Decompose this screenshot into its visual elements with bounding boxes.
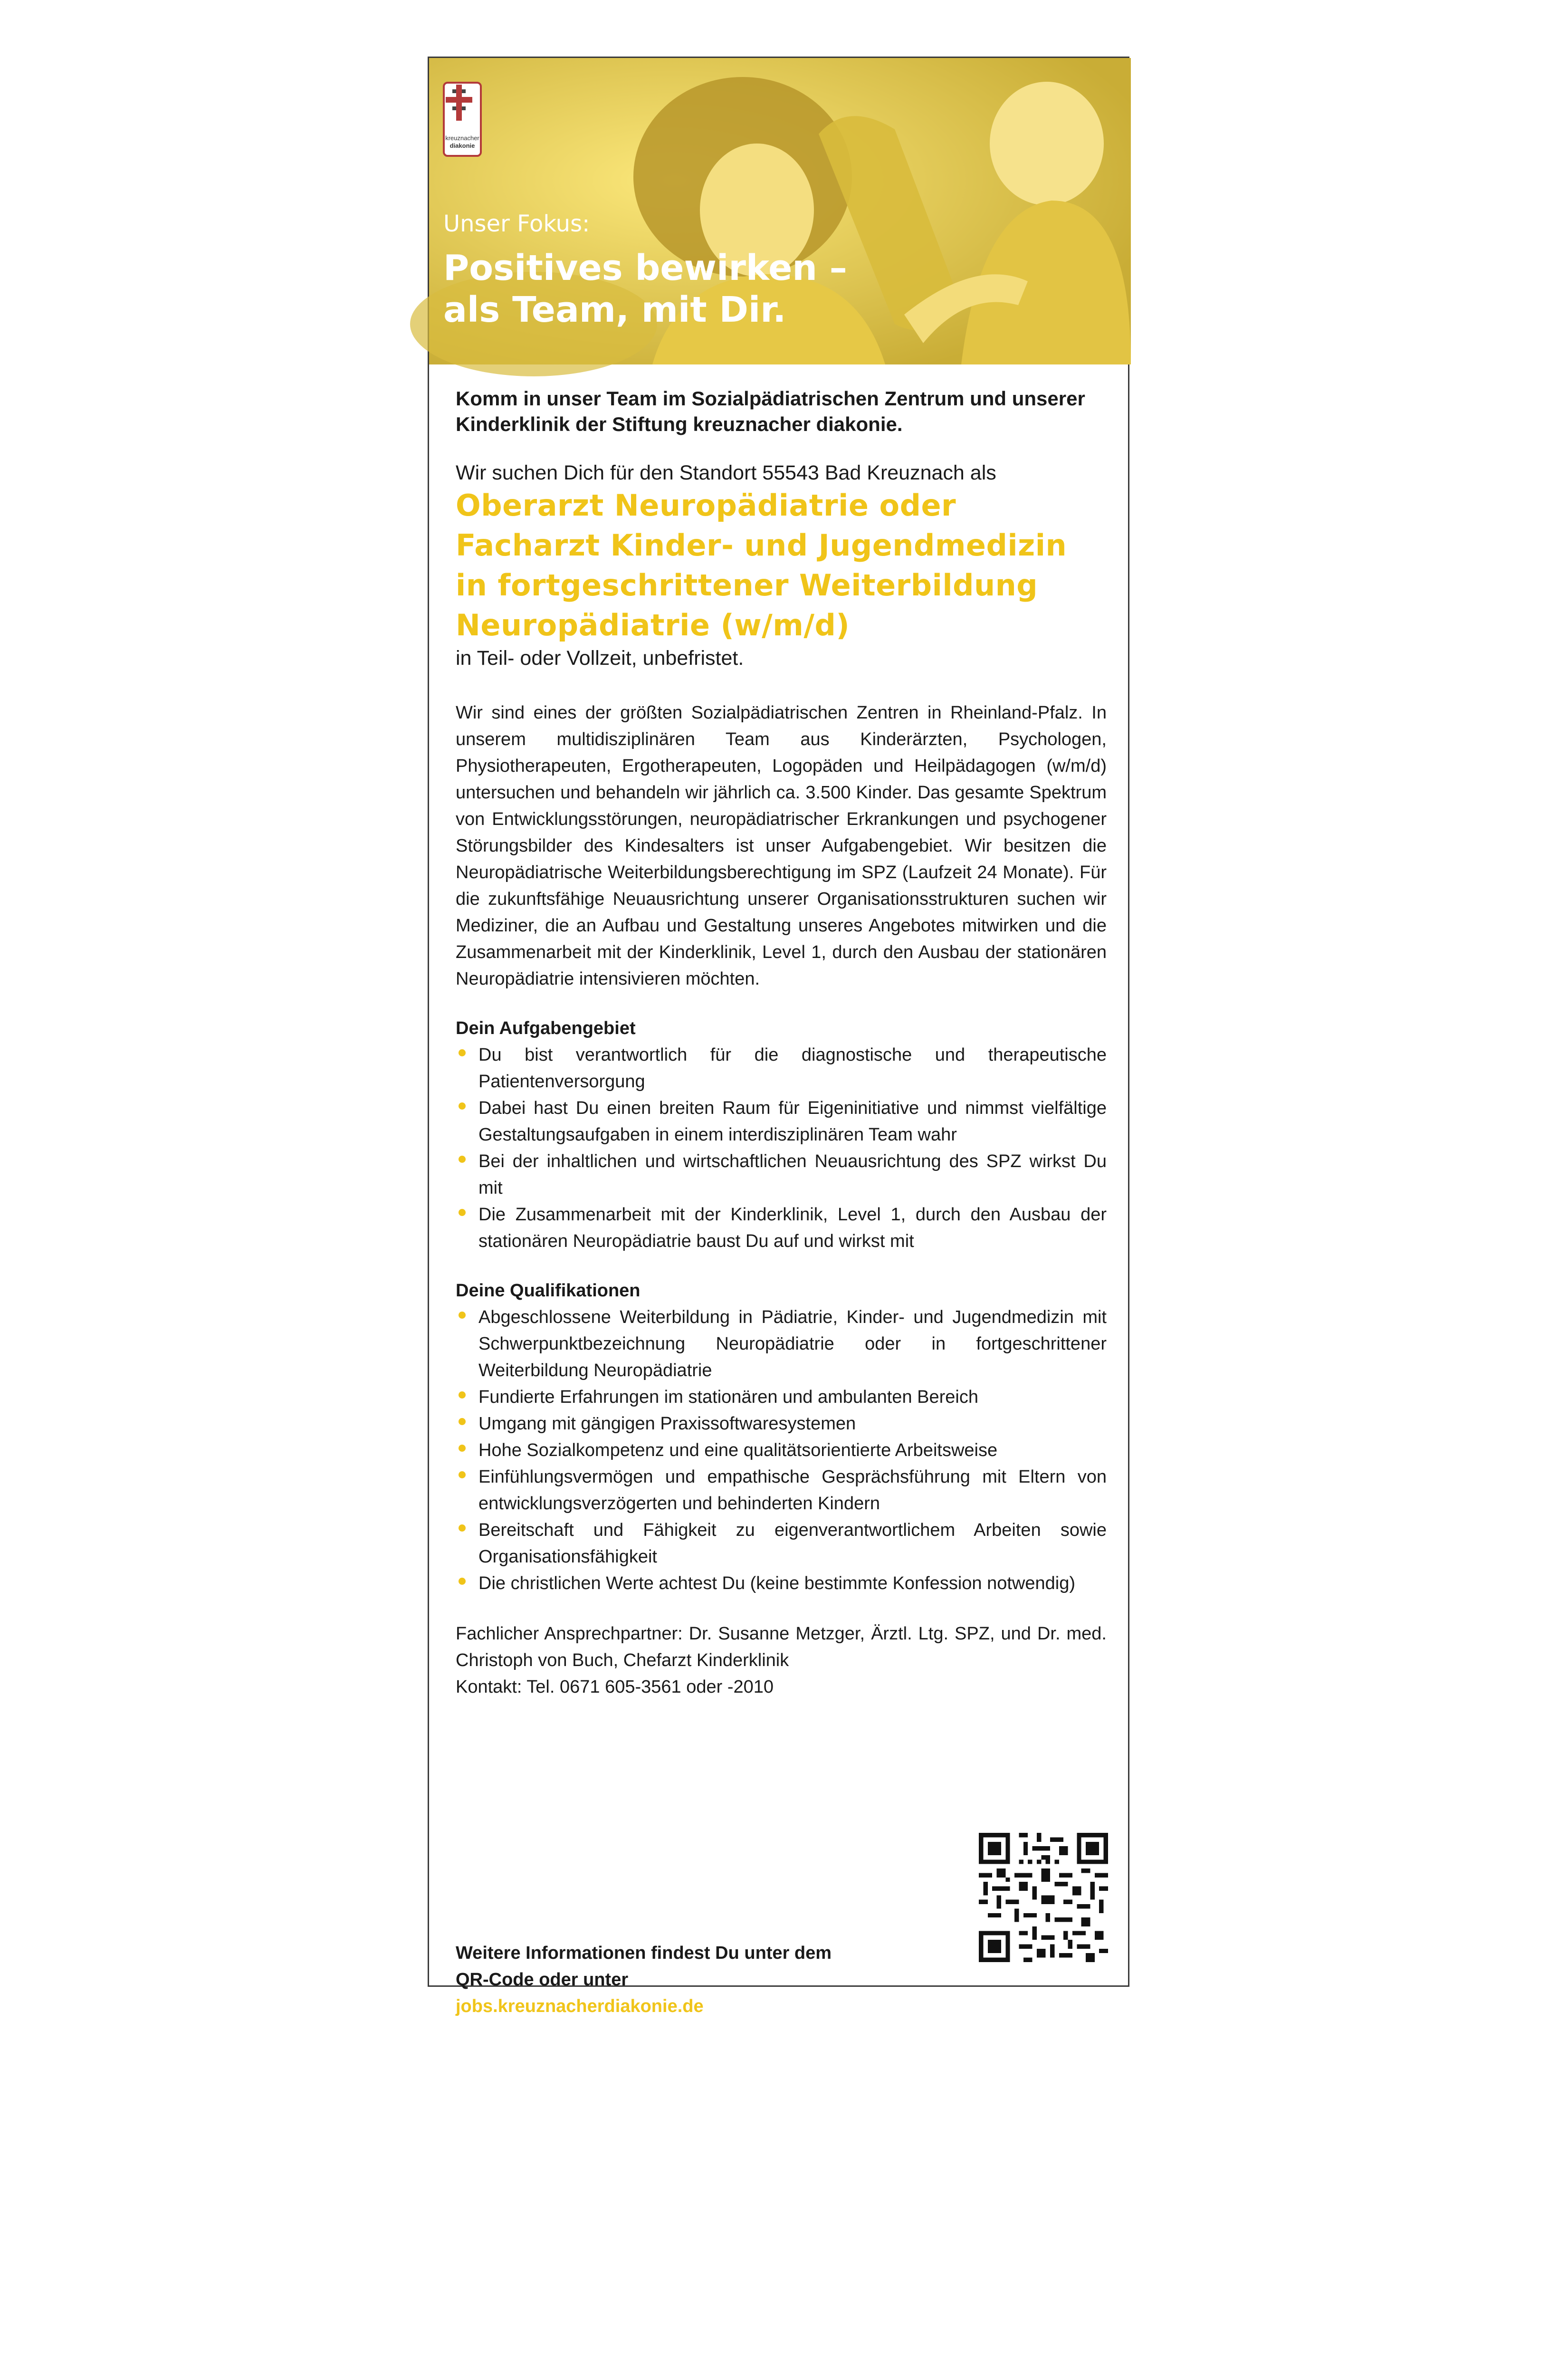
- list-item: Die Zusammenarbeit mit der Kinderklinik, Level 1, durch den Ausbau der stationären Neuropädiatrie baust Du auf und wirkst mit: [456, 1201, 1107, 1255]
- bullet-icon: [459, 1156, 466, 1163]
- list-item: Bei der inhaltlichen und wirtschaftlichen Neuausrichtung des SPZ wirkst Du mit: [456, 1148, 1107, 1201]
- location-line: Wir suchen Dich für den Standort 55543 Bad Kreuznach als: [456, 461, 996, 484]
- job-title-line: in fortgeschrittener Weiterbildung: [456, 568, 1038, 603]
- bullet-icon: [459, 1418, 466, 1425]
- employment-type: in Teil- oder Vollzeit, unbefristet.: [456, 647, 744, 670]
- bullet-icon: [459, 1524, 466, 1532]
- qr-code-icon[interactable]: [979, 1833, 1108, 1962]
- tasks-list: [456, 1042, 1107, 1255]
- list-item: Bereitschaft und Fähigkeit zu eigenverantwortlichem Arbeiten sowie Organisationsfähigkeit: [456, 1517, 1107, 1570]
- intro-text: Komm in unser Team im Sozialpädiatrischen Zentrum und unserer Kinderklinik der Stiftung kreuznacher diakonie.: [456, 387, 1085, 435]
- hero-banner: [429, 58, 1128, 364]
- qualifications-heading: Deine Qualifikationen: [456, 1281, 641, 1301]
- bullet-icon: [459, 1578, 466, 1585]
- more-info-line2: QR-Code oder unter: [456, 1970, 629, 1990]
- list-item: Einfühlungsvermögen und empathische Gesprächsführung mit Eltern von entwicklungsverzögerten und behinderten Kindern: [456, 1464, 1107, 1517]
- tasks-heading: Dein Aufgabengebiet: [456, 1018, 636, 1038]
- diakonie-cross-icon: [445, 84, 473, 122]
- bullet-icon: [459, 1391, 466, 1399]
- list-item: Fundierte Erfahrungen im stationären und ambulanten Bereich: [456, 1384, 1107, 1410]
- job-title-line: Neuropädiatrie (w/m/d): [456, 608, 850, 642]
- job-title: [456, 486, 1107, 645]
- qualifications-list: [456, 1304, 1107, 1597]
- job-advertisement: [428, 57, 1129, 2016]
- logo-text-line2: diakonie: [449, 142, 475, 149]
- bullet-icon: [459, 1471, 466, 1478]
- kreuznacher-diakonie-logo: [443, 82, 482, 157]
- bullet-icon: [459, 1445, 466, 1452]
- list-item: Dabei hast Du einen breiten Raum für Eigeninitiative und nimmst vielfältige Gestaltungsaufgaben in einem interdisziplinären Team wahr: [456, 1095, 1107, 1148]
- more-info-line1: Weitere Informationen findest Du unter dem: [456, 1943, 832, 1963]
- contact-block: [456, 1620, 1107, 1700]
- list-item: Abgeschlossene Weiterbildung in Pädiatrie, Kinder- und Jugendmedizin mit Schwerpunktbezeichnung Neuropädiatrie oder in fortgeschrittener Weiterbildung Neuropädiatrie: [456, 1304, 1107, 1384]
- list-item: Du bist verantwortlich für die diagnostische und therapeutische Patientenversorgung: [456, 1042, 1107, 1095]
- description-paragraph: Wir sind eines der größten Sozialpädiatrischen Zentren in Rheinland-Pfalz. In unserem multidisziplinären Team aus Kinderärzten, Psychologen, Physiotherapeuten, Ergotherapeuten, Logopäden und Heilpädagogen (w/m/d) untersuchen und behandeln wir jährlich ca. 3.500 Kinder. Das gesamte Spektrum von Entwicklungsstörungen, neuropädiatrischer Erkrankungen und psychogener Störungsbilder des Kindesalters ist unser Aufgabengebiet. Wir besitzen die Neuropädiatrische Weiterbildungsberechtigung im SPZ (Laufzeit 24 Monate). Für die zukunftsfähige Neuausrichtung unserer Organisationsstrukturen suchen wir Mediziner, die an Aufbau und Gestaltung unseres Angebotes mitwirken und die Zusammenarbeit mit der Kinderklinik, Level 1, durch den Ausbau der stationären Neuropädiatrie intensivieren möchten.: [456, 703, 1107, 989]
- bullet-icon: [459, 1312, 466, 1319]
- more-info: [456, 1940, 921, 2020]
- jobs-link[interactable]: jobs.kreuznacherdiakonie.de: [456, 1996, 704, 2016]
- hero-kicker: Unser Fokus:: [443, 211, 590, 237]
- list-item: Die christlichen Werte achtest Du (keine bestimmte Konfession notwendig): [456, 1570, 1107, 1597]
- contact-persons: Fachlicher Ansprechpartner: Dr. Susanne Metzger, Ärztl. Ltg. SPZ, und Dr. med. Christoph von Buch, Chefarzt Kinderklinik: [456, 1624, 1107, 1670]
- bullet-icon: [459, 1102, 466, 1110]
- bullet-icon: [459, 1209, 466, 1216]
- job-title-line: Facharzt Kinder- und Jugendmedizin: [456, 528, 1067, 563]
- contact-phone: Kontakt: Tel. 0671 605-3561 oder -2010: [456, 1677, 774, 1697]
- logo-text-line1: kreuznacher: [445, 134, 479, 142]
- hero-title: Positives bewirken – als Team, mit Dir.: [443, 248, 847, 330]
- list-item: Umgang mit gängigen Praxissoftwaresystemen: [456, 1410, 1107, 1437]
- job-title-line: Oberarzt Neuropädiatrie oder: [456, 488, 956, 523]
- bullet-icon: [459, 1049, 466, 1056]
- ad-content: [456, 386, 1107, 1700]
- list-item: Hohe Sozialkompetenz und eine qualitätsorientierte Arbeitsweise: [456, 1437, 1107, 1464]
